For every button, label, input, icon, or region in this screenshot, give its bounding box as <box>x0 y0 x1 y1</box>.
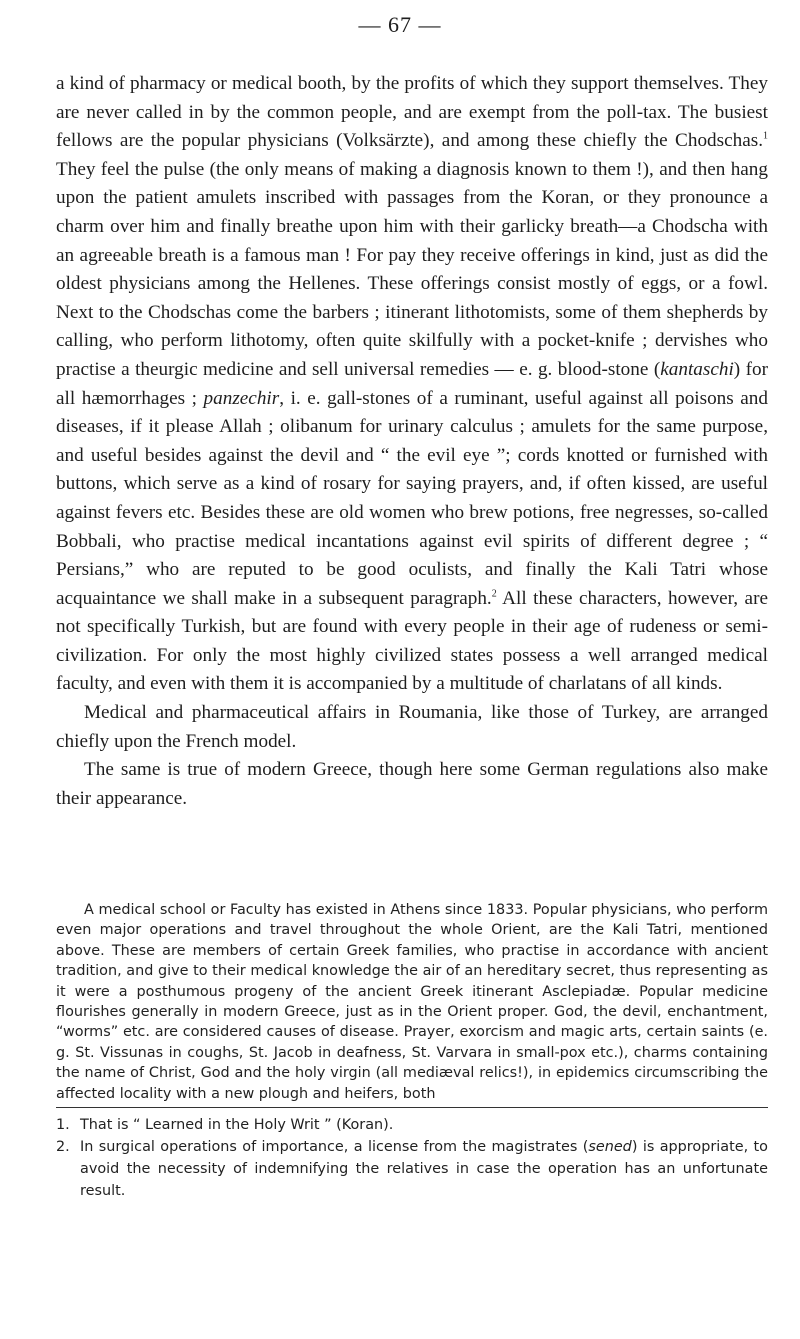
main-text <box>56 70 768 813</box>
paragraph-3: The same is true of modern Greece, though here some German regulations also make their appearance. <box>56 759 768 809</box>
paragraph-1: a kind of pharmacy or medical booth, by the profits of which they support themselves. They are never called in by the common people, and are exempt from the poll-tax. The busiest fellows are the popular physicians (Volksärzte), and among these chiefly the Chodschas.$^1$ They feel the pulse (the only means of making a diagnosis known to them !), and then hang upon the patient amulets inscribed with passages from the Koran, or they pronounce a charm over him and finally breathe upon him with their garlicky breath—a Chodscha with an agreeable breath is a famous man ! For pay they receive offerings in kind, just as did the oldest physicians among the Hellenes. These offerings consist mostly of eggs, or a fowl. Next to the Chodschas come the barbers ; itinerant lithotomists, some of them shepherds by calling, who perform lithotomy, often quite skilfully with a pocket-knife ; dervishes who practise a theurgic medicine and sell universal remedies — e. g. blood-stone (kantaschi) for all hæmorrhages ; panzechir, i. e. gall-stones of a ruminant, useful against all poisons and diseases, if it please Allah ; olibanum for urinary calculus ; amulets for the same purpose, and useful besides against the devil and “ the evil eye ”; cords knotted or furnished with buttons, which serve as a kind of rosary for saying prayers, and, if often kissed, are useful against fevers etc. Besides these are old women who brew potions, free negresses, so-called Bobbali, who practise medical incantations against evil spirits of different degree ; “ Persians,” who are reputed to be good oculists, and finally the Kali Tatri whose acquaintance we shall make in a subsequent paragraph.$^2$ All these characters, however, are not specifically Turkish, but are found with every people in their age of rudeness or semi-civilization. For only the most highly civilized states possess a well arranged medical faculty, and even with them it is accompanied by a multitude of charlatans of all kinds. <box>56 73 768 695</box>
footnote-number: 1. <box>56 1117 70 1133</box>
small-print-paragraph: A medical school or Faculty has existed in Athens since 1833. Popular physicians, who perform even major operations and travel throughout the whole Orient, are the Kali Tatri, mentioned above. These are members of certain Greek families, who practise in accordance with ancient tradition, and give to their medical knowledge the air of an hereditary secret, thus representing as it were a posthumous progeny of the ancient Greek itinerant Asclepiadæ. Popular medicine flourishes generally in modern Greece, just as in the Orient proper. God, the devil, enchantment, “worms” etc. are considered causes of disease. Prayer, exorcism and magic arts, certain saints (e. g. St. Vissunas in coughs, St. Jacob in deafness, St. Varvara in small-pox etc.), charms containing the name of Christ, God and the holy virgin (all mediæval relics!), in epidemics circumscribing the affected locality with a new plough and heifers, both <box>56 902 768 1102</box>
footnote-divider <box>56 1107 768 1108</box>
footnote-ref-2: 2 <box>491 588 497 600</box>
term-sened: sened <box>588 1139 632 1155</box>
footnote-number: 2. <box>56 1139 70 1155</box>
footnote-1 <box>56 1114 768 1136</box>
footnote-ref-1: 1 <box>763 130 768 142</box>
footnote-2 <box>56 1136 768 1202</box>
footnotes <box>56 1114 768 1202</box>
footnote-text: That is “ Learned in the Holy Writ ” (Koran). <box>80 1117 394 1133</box>
term-panzechir: panzechir <box>203 387 280 409</box>
term-kantaschi: kantaschi <box>660 358 734 380</box>
footnote-text: In surgical operations of importance, a license from the magistrates (sened) is appropriate, to avoid the necessity of indemnifying the relatives in case the operation has an unfortunate result. <box>80 1139 768 1199</box>
page-number: — 67 — <box>358 12 442 37</box>
paragraph-2: Medical and pharmaceutical affairs in Roumania, like those of Turkey, are arranged chiefly upon the French model. <box>56 702 768 752</box>
